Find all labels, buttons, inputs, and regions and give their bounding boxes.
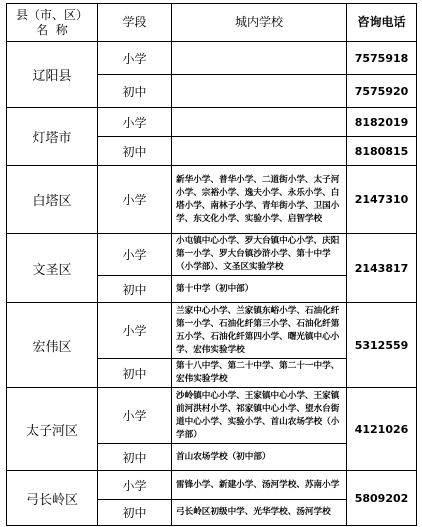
phone-cell: 8180815 <box>347 137 417 166</box>
county-name: 太子河区 <box>7 388 98 471</box>
schools-cell: 小屯镇中心小学、罗大台镇中心小学、庆阳第一小学、罗大台镇沙浒小学、第十中学（小学部）、文圣区实验学校 <box>172 234 347 276</box>
level-cell: 小学 <box>98 42 172 75</box>
schools-cell <box>172 42 347 75</box>
level-cell: 小学 <box>98 166 172 234</box>
phone-cell: 7575918 <box>347 42 417 75</box>
schools-cell: 新华小学、普华小学、二道街小学、太子河小学、宗裕小学、逸夫小学、永乐小学、白塔小学、南林子小学、青年街小学、卫国小学、东文化小学、实验小学、启智学校 <box>172 166 347 234</box>
header-county <box>7 4 98 42</box>
schools-cell: 第十中学（初中部） <box>172 276 347 303</box>
level-cell: 初中 <box>98 444 172 471</box>
county-name: 弓长岭区 <box>7 471 98 526</box>
header-phone: 咨询电话 <box>347 4 417 42</box>
table-row <box>7 42 417 75</box>
table-row <box>7 234 417 276</box>
schools-cell <box>172 75 347 108</box>
table-row <box>7 303 417 359</box>
level-cell: 初中 <box>98 359 172 388</box>
county-name: 辽阳县 <box>7 42 98 108</box>
county-name: 宏伟区 <box>7 303 98 388</box>
schools-cell: 弓长岭区初级中学、光华学校、汤河学校 <box>172 500 347 526</box>
phone-cell: 2147310 <box>347 166 417 234</box>
school-district-table <box>6 3 417 526</box>
table-row <box>7 471 417 500</box>
phone-cell: 7575920 <box>347 75 417 108</box>
level-cell: 初中 <box>98 500 172 526</box>
level-cell: 小学 <box>98 234 172 276</box>
phone-cell: 2143817 <box>347 234 417 303</box>
table-row <box>7 108 417 137</box>
header-county-line2: 名 称 <box>36 22 68 37</box>
schools-cell: 沙岭镇中心小学、王家镇中心小学、王家镇前河洪村小学、祁家镇中心小学、望水台街道中心小学、实验小学、首山农场学校（小学部） <box>172 388 347 444</box>
schools-cell <box>172 137 347 166</box>
schools-cell <box>172 108 347 137</box>
header-county-line1: 县（市、区） <box>15 7 88 22</box>
level-cell: 初中 <box>98 276 172 303</box>
level-cell: 初中 <box>98 137 172 166</box>
phone-cell: 8182019 <box>347 108 417 137</box>
schools-cell: 第十八中学、第二十中学、第二十一中学、宏伟实验学校 <box>172 359 347 388</box>
level-cell: 小学 <box>98 303 172 359</box>
level-cell: 初中 <box>98 75 172 108</box>
table-row <box>7 388 417 444</box>
phone-cell: 4121026 <box>347 388 417 471</box>
schools-cell: 雷锋小学、新建小学、汤河学校、苏南小学 <box>172 471 347 500</box>
phone-cell: 5312559 <box>347 303 417 388</box>
header-schools: 城内学校 <box>172 4 347 42</box>
phone-cell: 5809202 <box>347 471 417 526</box>
schools-cell: 首山农场学校（初中部） <box>172 444 347 471</box>
county-name: 灯塔市 <box>7 108 98 166</box>
level-cell: 小学 <box>98 108 172 137</box>
county-name: 文圣区 <box>7 234 98 303</box>
header-row <box>7 4 417 42</box>
header-level: 学段 <box>98 4 172 42</box>
level-cell: 小学 <box>98 471 172 500</box>
level-cell: 小学 <box>98 388 172 444</box>
county-name: 白塔区 <box>7 166 98 234</box>
table-row <box>7 166 417 234</box>
schools-cell: 兰家中心小学、兰家镇东峪小学、石油化纤第一小学、石油化纤第三小学、石油化纤第五小学、石油化纤第四小学、曙光镇中心小学、宏伟实验学校 <box>172 303 347 359</box>
